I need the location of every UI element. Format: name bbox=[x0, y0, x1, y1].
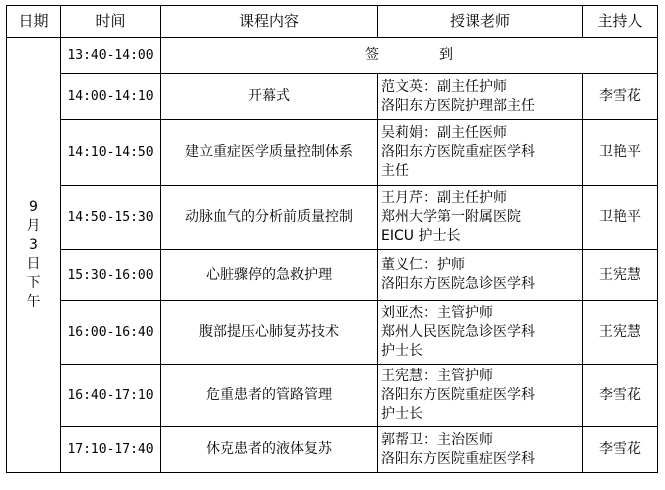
checkin-row bbox=[7, 38, 658, 74]
checkin-char-2: 到 bbox=[439, 47, 453, 63]
teacher-line: 董义仁：护师 bbox=[381, 257, 465, 273]
teacher-line: 范文英：副主任护师 bbox=[381, 78, 507, 95]
date-cell bbox=[7, 38, 61, 473]
teacher-line: 郑州大学第一附属医院 bbox=[381, 209, 521, 225]
header-course: 课程内容 bbox=[161, 6, 378, 38]
header-row bbox=[7, 6, 658, 38]
row-course: 开幕式 bbox=[161, 74, 378, 120]
row-teacher bbox=[378, 186, 583, 250]
date-char: 月 bbox=[26, 218, 41, 234]
schedule-table bbox=[6, 5, 658, 473]
table-row bbox=[7, 427, 658, 473]
row-time: 14:00-14:10 bbox=[61, 74, 161, 120]
table-row bbox=[7, 301, 658, 365]
table-row bbox=[7, 250, 658, 301]
row-course: 腹部提压心肺复苏技术 bbox=[161, 301, 378, 365]
teacher-line: 主任 bbox=[381, 163, 409, 179]
table-row bbox=[7, 186, 658, 250]
teacher-line: 洛阳东方医院护理部主任 bbox=[381, 97, 535, 114]
date-char: 9 bbox=[29, 199, 38, 215]
date-char: 下 bbox=[26, 275, 41, 291]
row-time: 17:10-17:40 bbox=[61, 427, 161, 473]
row-host: 卫艳平 bbox=[583, 120, 658, 186]
row-host: 李雪花 bbox=[583, 74, 658, 120]
teacher-line: 郑州人民医院急诊医学科 bbox=[381, 324, 535, 340]
teacher-line: EICU 护士长 bbox=[381, 228, 461, 244]
teacher-line: 护士长 bbox=[381, 343, 423, 359]
row-teacher bbox=[378, 301, 583, 365]
checkin-time: 13:40-14:00 bbox=[61, 38, 161, 74]
teacher-line: 郭帮卫：主治医师 bbox=[381, 431, 493, 448]
header-date: 日期 bbox=[7, 6, 61, 38]
row-course: 动脉血气的分析前质量控制 bbox=[161, 186, 378, 250]
row-teacher bbox=[378, 250, 583, 301]
row-course: 建立重症医学质量控制体系 bbox=[161, 120, 378, 186]
teacher-line: 护士长 bbox=[381, 406, 423, 422]
row-host: 李雪花 bbox=[583, 365, 658, 427]
row-course: 心脏骤停的急救护理 bbox=[161, 250, 378, 301]
teacher-line: 吴莉娟：副主任医师 bbox=[381, 125, 507, 141]
row-time: 16:00-16:40 bbox=[61, 301, 161, 365]
row-host: 卫艳平 bbox=[583, 186, 658, 250]
table-row bbox=[7, 365, 658, 427]
date-char: 午 bbox=[26, 294, 41, 310]
row-time: 14:10-14:50 bbox=[61, 120, 161, 186]
teacher-line: 洛阳东方医院重症医学科 bbox=[381, 450, 535, 467]
checkin-char-1: 签 bbox=[365, 47, 379, 63]
row-host: 李雪花 bbox=[583, 427, 658, 473]
row-teacher bbox=[378, 365, 583, 427]
row-teacher bbox=[378, 74, 583, 120]
header-time: 时间 bbox=[61, 6, 161, 38]
teacher-line: 洛阳东方医院重症医学科 bbox=[381, 144, 535, 160]
teacher-line: 洛阳东方医院急诊医学科 bbox=[381, 276, 535, 292]
header-teacher: 授课老师 bbox=[378, 6, 583, 38]
row-time: 16:40-17:10 bbox=[61, 365, 161, 427]
row-time: 14:50-15:30 bbox=[61, 186, 161, 250]
row-course: 危重患者的管路管理 bbox=[161, 365, 378, 427]
row-teacher bbox=[378, 120, 583, 186]
table-row bbox=[7, 74, 658, 120]
teacher-line: 王宪慧：主管护师 bbox=[381, 368, 493, 384]
row-teacher bbox=[378, 427, 583, 473]
row-time: 15:30-16:00 bbox=[61, 250, 161, 301]
row-host: 王宪慧 bbox=[583, 301, 658, 365]
date-char: 日 bbox=[26, 256, 41, 272]
teacher-line: 王月芹：副主任护师 bbox=[381, 190, 507, 206]
header-host: 主持人 bbox=[583, 6, 658, 38]
teacher-line: 洛阳东方医院重症医学科 bbox=[381, 387, 535, 403]
date-char: 3 bbox=[29, 237, 38, 253]
row-host: 王宪慧 bbox=[583, 250, 658, 301]
teacher-line: 刘亚杰：主管护师 bbox=[381, 305, 493, 321]
checkin-label bbox=[161, 38, 658, 74]
row-course: 休克患者的液体复苏 bbox=[161, 427, 378, 473]
table-row bbox=[7, 120, 658, 186]
